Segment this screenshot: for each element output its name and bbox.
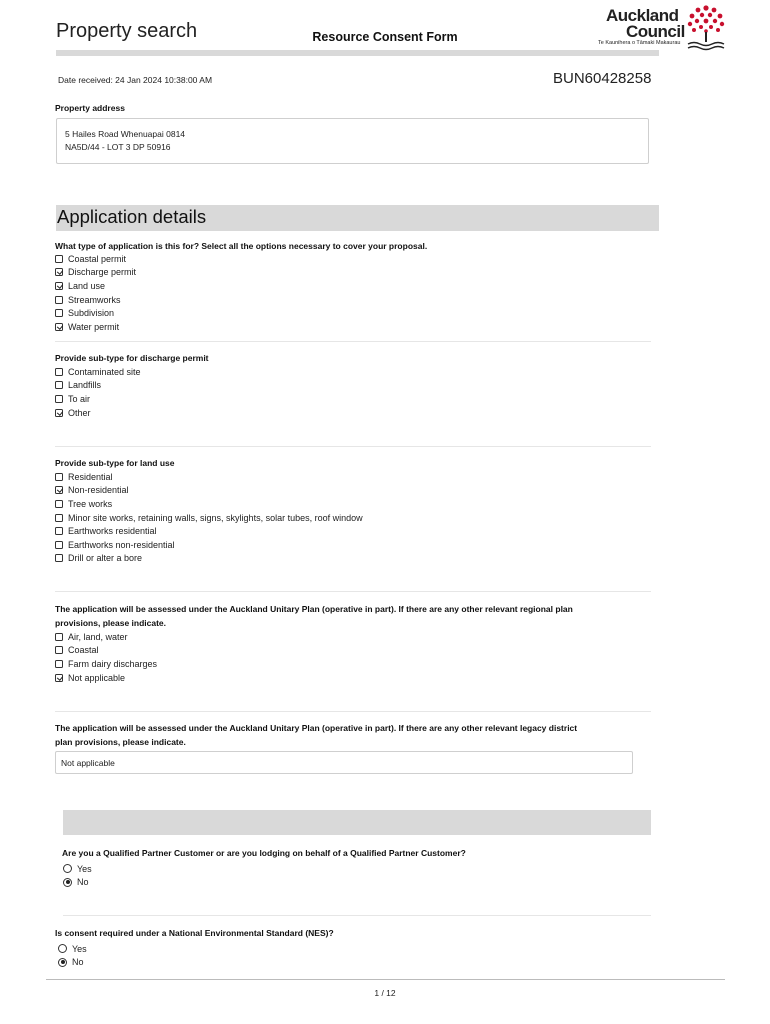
- logo-text-line1: Auckland: [606, 6, 679, 25]
- option-farm-dairy-discharges[interactable]: Farm dairy discharges: [55, 657, 157, 671]
- qualified-partner-options: [63, 862, 92, 889]
- option-other[interactable]: Other: [55, 406, 141, 420]
- option-land-use[interactable]: Land use: [55, 279, 136, 293]
- application-details-title: Application details: [57, 206, 207, 227]
- nes-options: [58, 942, 87, 969]
- discharge-subtype-question: Provide sub-type for discharge permit: [55, 353, 209, 363]
- checkbox[interactable]: [55, 296, 63, 304]
- reference-number: BUN60428258: [553, 70, 652, 87]
- checkbox[interactable]: [55, 473, 63, 481]
- option-nes-yes[interactable]: Yes: [58, 942, 87, 956]
- radio[interactable]: [58, 944, 67, 953]
- district-plan-field[interactable]: Not applicable: [55, 751, 633, 774]
- checkbox[interactable]: [55, 541, 63, 549]
- checkbox[interactable]: [55, 527, 63, 535]
- option-nes-no[interactable]: No: [58, 956, 87, 970]
- address-line1: 5 Hailes Road Whenuapai 0814: [65, 129, 186, 139]
- divider: [63, 915, 651, 916]
- pohutukawa-flower-icon: [686, 4, 726, 50]
- option-to-air[interactable]: To air: [55, 392, 141, 406]
- landuse-subtype-options: [55, 470, 363, 565]
- logo-text-line2: Council: [626, 22, 685, 41]
- option-streamworks[interactable]: Streamworks: [55, 293, 136, 307]
- checkbox[interactable]: [55, 395, 63, 403]
- checkbox-checked[interactable]: [55, 268, 63, 276]
- address-line2: NA5D/44 - LOT 3 DP 50916: [65, 142, 171, 152]
- landuse-subtype-question: Provide sub-type for land use: [55, 458, 175, 468]
- option-landfills[interactable]: Landfills: [55, 379, 141, 393]
- divider: [55, 341, 651, 342]
- checkbox-checked[interactable]: [55, 282, 63, 290]
- option-discharge-permit[interactable]: Discharge permit: [55, 266, 136, 280]
- district-plan-question: The application will be assessed under the Auckland Unitary Plan (operative in part). If there are any other relevant legacy district plan provisions, please indicate.: [55, 723, 578, 747]
- footer-divider: [46, 979, 725, 980]
- option-earthworks-residential[interactable]: Earthworks residential: [55, 524, 363, 538]
- option-partner-no[interactable]: No: [63, 876, 92, 890]
- discharge-subtype-options: [55, 365, 141, 419]
- checkbox[interactable]: [55, 646, 63, 654]
- radio[interactable]: [63, 864, 72, 873]
- option-residential[interactable]: Residential: [55, 470, 363, 484]
- divider: [55, 591, 651, 592]
- option-not-applicable[interactable]: Not applicable: [55, 671, 157, 685]
- checkbox[interactable]: [55, 309, 63, 317]
- checkbox[interactable]: [55, 554, 63, 562]
- option-drill-or-alter-bore[interactable]: Drill or alter a bore: [55, 552, 363, 566]
- option-partner-yes[interactable]: Yes: [63, 862, 92, 876]
- checkbox[interactable]: [55, 255, 63, 263]
- application-type-options: [55, 252, 136, 334]
- option-tree-works[interactable]: Tree works: [55, 497, 363, 511]
- option-water-permit[interactable]: Water permit: [55, 320, 136, 334]
- checkbox[interactable]: [55, 633, 63, 641]
- divider: [55, 446, 651, 447]
- checkbox[interactable]: [55, 368, 63, 376]
- previous-section-band: [56, 50, 659, 56]
- option-coastal[interactable]: Coastal: [55, 644, 157, 658]
- option-non-residential[interactable]: Non-residential: [55, 484, 363, 498]
- divider: [55, 711, 651, 712]
- option-air-land-water[interactable]: Air, land, water: [55, 630, 157, 644]
- auckland-council-logo: [596, 4, 726, 48]
- checkbox[interactable]: [55, 660, 63, 668]
- radio-checked[interactable]: [58, 958, 67, 967]
- checkbox-checked[interactable]: [55, 409, 63, 417]
- application-type-question: What type of application is this for? Select all the options necessary to cover your proposal.: [55, 241, 428, 251]
- qualified-partner-question: Are you a Qualified Partner Customer or are you lodging on behalf of a Qualified Partner Customer?: [62, 848, 466, 858]
- option-contaminated-site[interactable]: Contaminated site: [55, 365, 141, 379]
- property-address-field: [56, 118, 649, 164]
- checkbox-checked[interactable]: [55, 486, 63, 494]
- checkbox-checked[interactable]: [55, 323, 63, 331]
- page-number: 1 / 12: [374, 988, 396, 998]
- section-band: [63, 810, 651, 835]
- nes-question: Is consent required under a National Environmental Standard (NES)?: [55, 928, 334, 938]
- regional-plan-question: The application will be assessed under the Auckland Unitary Plan (operative in part). If there are any other relevant regional plan provisions, please indicate.: [55, 604, 573, 628]
- date-received: Date received: 24 Jan 2024 10:38:00 AM: [58, 75, 213, 85]
- regional-plan-options: [55, 630, 157, 684]
- checkbox[interactable]: [55, 381, 63, 389]
- property-address-label: Property address: [55, 103, 125, 113]
- logo-tagline: Te Kaunihera o Tāmaki Makaurau: [598, 40, 681, 46]
- form-title: Resource Consent Form: [312, 30, 458, 44]
- radio-checked[interactable]: [63, 878, 72, 887]
- option-subdivision[interactable]: Subdivision: [55, 306, 136, 320]
- previous-section-heading: Property search: [56, 20, 198, 42]
- checkbox[interactable]: [55, 514, 63, 522]
- checkbox-checked[interactable]: [55, 674, 63, 682]
- checkbox[interactable]: [55, 500, 63, 508]
- option-minor-site-works[interactable]: Minor site works, retaining walls, signs, skylights, solar tubes, roof window: [55, 511, 363, 525]
- option-earthworks-non-residential[interactable]: Earthworks non-residential: [55, 538, 363, 552]
- option-coastal-permit[interactable]: Coastal permit: [55, 252, 136, 266]
